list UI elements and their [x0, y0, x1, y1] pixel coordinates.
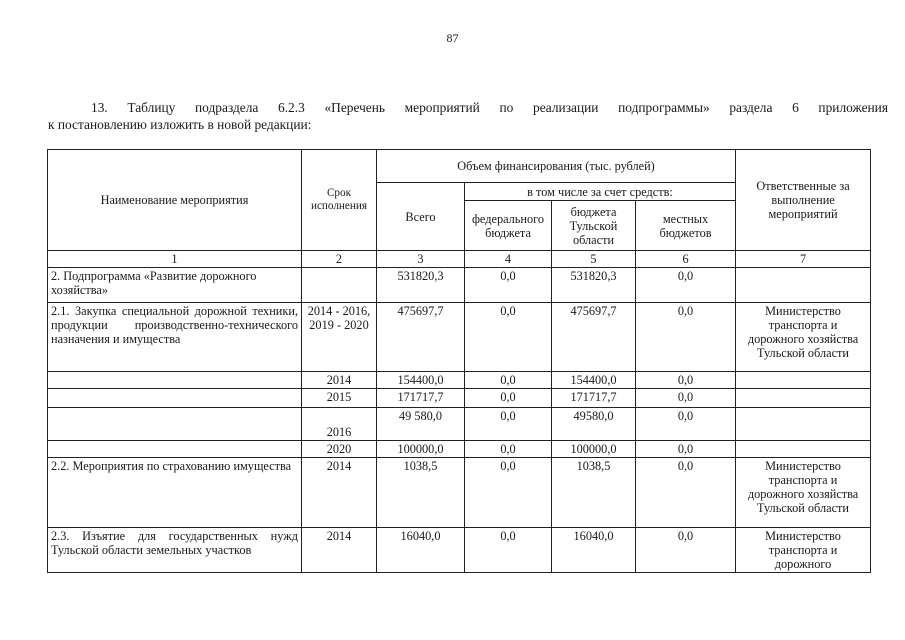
column-number-row: [48, 251, 871, 268]
row-local: 0,0: [636, 372, 736, 389]
table-row: [48, 372, 871, 389]
row-federal: 0,0: [465, 441, 552, 458]
page-number: 87: [446, 31, 459, 45]
column-number: 4: [465, 251, 552, 268]
row-federal: 0,0: [465, 408, 552, 441]
row-responsible: Министерство транспорта и дорожного хозяйства Тульской области: [736, 458, 871, 528]
row-local: 0,0: [636, 268, 736, 303]
column-number: 6: [636, 251, 736, 268]
table-row: [48, 389, 871, 408]
row-total: 49 580,0: [377, 408, 465, 441]
row-responsible: [736, 372, 871, 389]
row-responsible: [736, 408, 871, 441]
column-number: 3: [377, 251, 465, 268]
column-number: 5: [552, 251, 636, 268]
row-federal: 0,0: [465, 268, 552, 303]
row-responsible: Министерство транспорта и дорожного хозяйства Тульской области: [736, 303, 871, 372]
row-total: 531820,3: [377, 268, 465, 303]
row-term: 2020: [302, 441, 377, 458]
header-federal: федерального бюджета: [465, 201, 552, 251]
row-federal: 0,0: [465, 389, 552, 408]
row-term: 2015: [302, 389, 377, 408]
row-term: 2014: [302, 528, 377, 573]
row-responsible: [736, 389, 871, 408]
row-local: 0,0: [636, 441, 736, 458]
row-name: 2.3. Изъятие для государственных нужд Тульской области земельных участков: [48, 528, 302, 573]
header-name: Наименование мероприятия: [48, 150, 302, 251]
row-total: 16040,0: [377, 528, 465, 573]
row-regional: 100000,0: [552, 441, 636, 458]
row-term: 2014 - 2016, 2019 - 2020: [302, 303, 377, 372]
row-regional: 16040,0: [552, 528, 636, 573]
header-term: Срок исполнения: [302, 150, 377, 251]
row-name: 2.1. Закупка специальной дорожной техники, продукции производственно-технического назначения и имущества: [48, 303, 302, 372]
row-regional: 49580,0: [552, 408, 636, 441]
row-federal: 0,0: [465, 528, 552, 573]
row-name: [48, 389, 302, 408]
funding-table: [47, 149, 871, 573]
row-local: 0,0: [636, 303, 736, 372]
header-including: в том числе за счет средств:: [465, 183, 736, 201]
row-name: [48, 408, 302, 441]
row-responsible: [736, 268, 871, 303]
row-regional: 154400,0: [552, 372, 636, 389]
row-total: 100000,0: [377, 441, 465, 458]
row-federal: 0,0: [465, 458, 552, 528]
row-responsible: Министерство транспорта и дорожного: [736, 528, 871, 573]
row-responsible: [736, 441, 871, 458]
table-row: [48, 408, 871, 441]
table-row: [48, 268, 871, 303]
column-number: 2: [302, 251, 377, 268]
row-federal: 0,0: [465, 372, 552, 389]
row-total: 171717,7: [377, 389, 465, 408]
row-regional: 475697,7: [552, 303, 636, 372]
header-funding: Объем финансирования (тыс. рублей): [377, 150, 736, 183]
row-name: [48, 372, 302, 389]
intro-line-1: 13. Таблицу подраздела 6.2.3 «Перечень мероприятий по реализации подпрограммы» раздела 6 приложения: [91, 100, 888, 115]
column-number: 7: [736, 251, 871, 268]
table-row: [48, 441, 871, 458]
row-term: [302, 268, 377, 303]
row-total: 1038,5: [377, 458, 465, 528]
header-local: местных бюджетов: [636, 201, 736, 251]
intro-paragraph: [48, 99, 888, 133]
row-federal: 0,0: [465, 303, 552, 372]
table-row: [48, 303, 871, 372]
row-total: 475697,7: [377, 303, 465, 372]
row-term: 2014: [302, 458, 377, 528]
row-local: 0,0: [636, 389, 736, 408]
table-row: [48, 458, 871, 528]
row-regional: 531820,3: [552, 268, 636, 303]
row-name: [48, 441, 302, 458]
row-local: 0,0: [636, 408, 736, 441]
intro-line-2: к постановлению изложить в новой редакции:: [48, 117, 312, 132]
row-name: 2. Подпрограмма «Развитие дорожного хозяйства»: [48, 268, 302, 303]
header-total: Всего: [377, 183, 465, 251]
column-number: 1: [48, 251, 302, 268]
row-local: 0,0: [636, 528, 736, 573]
row-total: 154400,0: [377, 372, 465, 389]
row-name: 2.2. Мероприятия по страхованию имущества: [48, 458, 302, 528]
row-regional: 171717,7: [552, 389, 636, 408]
row-term: 2014: [302, 372, 377, 389]
row-term: 2016: [302, 408, 377, 441]
header-regional: бюджета Тульской области: [552, 201, 636, 251]
row-regional: 1038,5: [552, 458, 636, 528]
header-responsible: Ответственные за выполнение мероприятий: [736, 150, 871, 251]
table-row: [48, 528, 871, 573]
row-local: 0,0: [636, 458, 736, 528]
